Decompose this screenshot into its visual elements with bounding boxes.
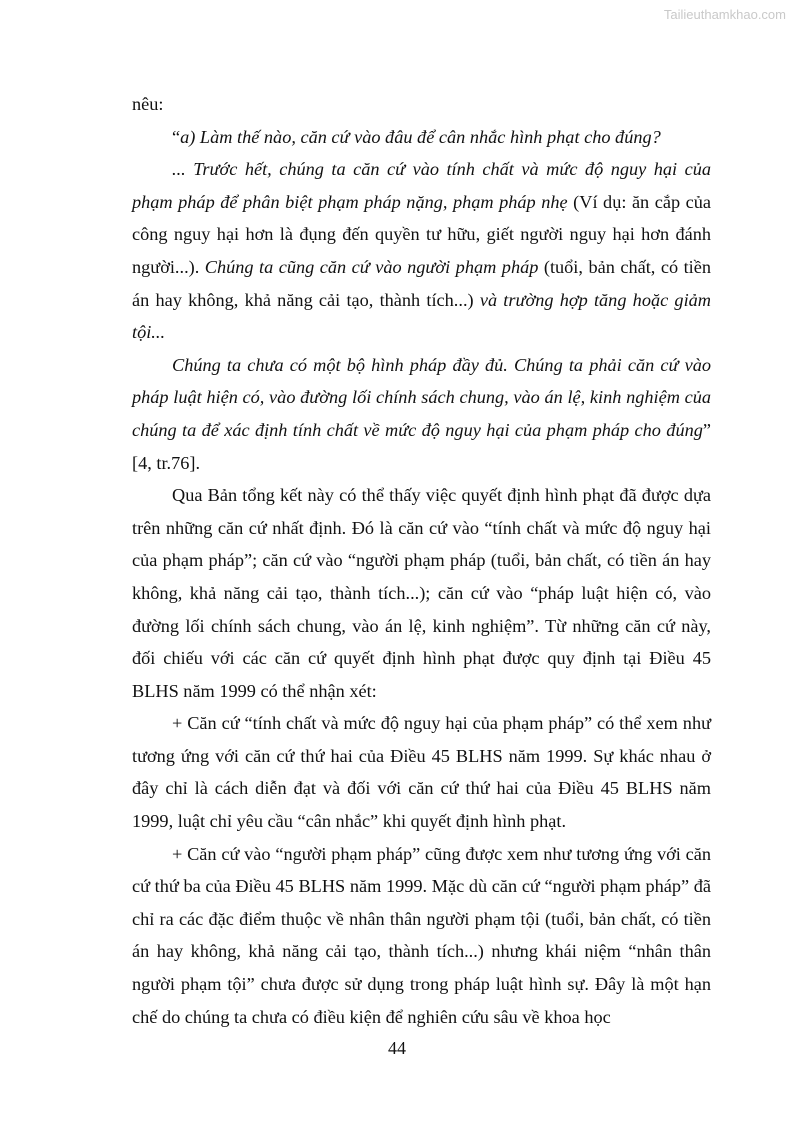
italic-text-run: a) Làm thế nào, căn cứ vào đâu để cân nhắc hình phạt cho đúng? (180, 126, 661, 147)
italic-text-run: ... Trước hết, chúng ta căn cứ vào tính chất và mức độ nguy hại của phạm pháp để phân biệt phạm pháp nặng, phạm pháp nhẹ (132, 159, 711, 212)
paragraph (132, 121, 711, 154)
text-run: + Căn cứ “tính chất và mức độ nguy hại của phạm pháp” có thể xem như tương ứng với căn cứ thứ hai của Điều 45 BLHS năm 1999. Sự khác nhau ở đây chỉ là cách diễn đạt và đối với căn cứ thứ hai của Điều 45 BLHS năm 1999, luật chỉ yêu cầu “cân nhắc” khi quyết định hình phạt. (132, 713, 711, 832)
text-run: Qua Bản tổng kết này có thể thấy việc quyết định hình phạt đã được dựa trên những căn cứ nhất định. Đó là căn cứ vào “tính chất và mức độ nguy hại của phạm pháp”; căn cứ vào “người phạm pháp (tuổi, bản chất, có tiền án hay không, khả năng cải tạo, thành tích...); căn cứ vào “pháp luật hiện có, vào đường lối chính sách chung, vào án lệ, kinh nghiệm”. Từ những căn cứ này, đối chiếu với các căn cứ quyết định hình phạt được quy định tại Điều 45 BLHS năm 1999 có thể nhận xét: (132, 485, 711, 701)
paragraph (132, 838, 711, 1034)
text-run: (Ví dụ: ăn cắp của công nguy hại hơn là đụng đến quyền tư hữu, giết người nguy hại hơn đánh người...). (132, 191, 711, 277)
text-run: “ (172, 126, 181, 147)
paragraph (132, 88, 711, 121)
italic-text-run: Chúng ta chưa có một bộ hình pháp đầy đủ. Chúng ta phải căn cứ vào pháp luật hiện có, vào đường lối chính sách chung, vào án lệ, kinh nghiệm của chúng ta để xác định tính chất về mức độ nguy hại của phạm pháp cho đúng (132, 354, 711, 440)
watermark: Tailieuthamkhao.com (663, 7, 786, 22)
text-run: + Căn cứ vào “người phạm pháp” cũng được xem như tương ứng với căn cứ thứ ba của Điều 45 BLHS năm 1999. Mặc dù căn cứ “người phạm pháp” đã chỉ ra các đặc điểm thuộc về nhân thân người phạm tội (tuổi, bản chất, có tiền án hay không, khả năng cải tạo, thành tích...) nhưng khái niệm “nhân thân người phạm tội” chưa được sử dụng trong pháp luật hình sự. Đây là một hạn chế do chúng ta chưa có điều kiện để nghiên cứu sâu về khoa học (132, 843, 711, 1027)
italic-text-run: và trường hợp tăng hoặc giảm tội... (132, 289, 711, 343)
text-run: (tuổi, bản chất, có tiền án hay không, khả năng cải tạo, thành tích...) (132, 256, 711, 310)
page-number: 44 (388, 1038, 406, 1058)
paragraph (132, 153, 711, 349)
italic-text-run: Chúng ta cũng căn cứ vào người phạm pháp (204, 256, 539, 277)
paragraph (132, 349, 711, 479)
document-body (132, 88, 711, 1033)
paragraph (132, 479, 711, 707)
paragraph (132, 707, 711, 837)
text-run: ” [4, tr.76]. (132, 419, 711, 473)
text-run: nêu: (132, 94, 164, 114)
